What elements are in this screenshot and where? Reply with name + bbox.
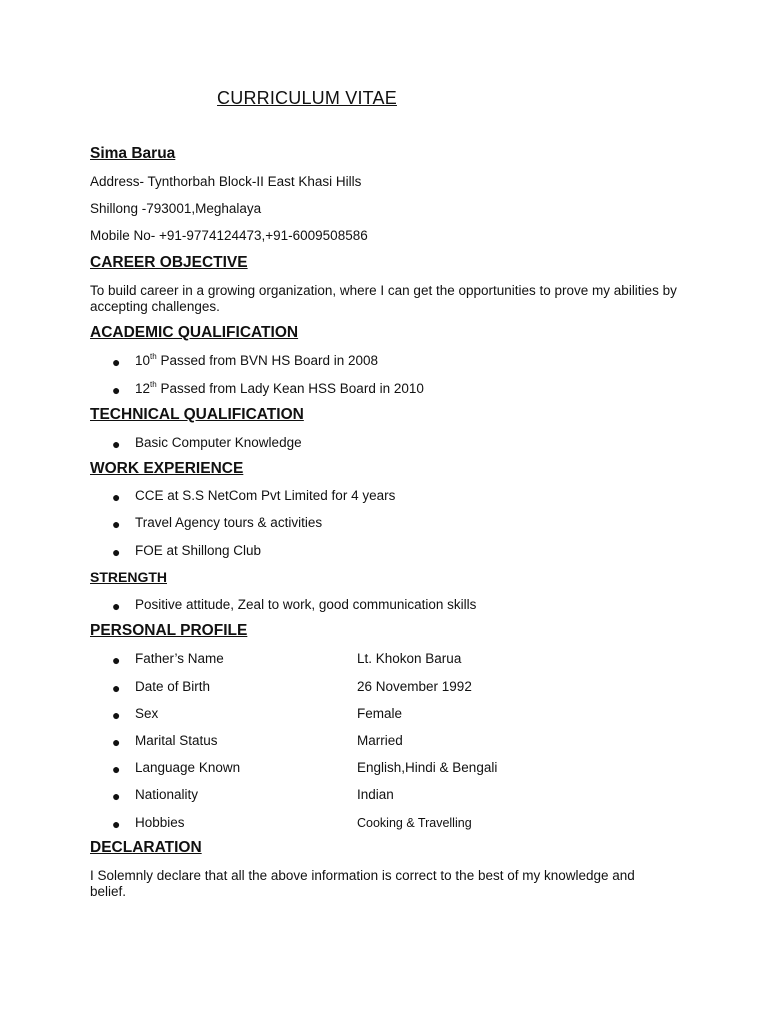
candidate-name: Sima Barua (90, 145, 176, 162)
profile-value: English,Hindi & Bengali (357, 760, 498, 775)
academic-item (135, 381, 424, 396)
address-line-2: Shillong -793001,Meghalaya (90, 201, 262, 216)
profile-label: Marital Status (135, 733, 218, 748)
bullet-icon: ● (112, 734, 121, 750)
personal-profile-heading: PERSONAL PROFILE (90, 622, 248, 639)
bullet-icon: ● (112, 680, 121, 696)
mobile-line: Mobile No- +91-9774124473,+91-6009508586 (90, 228, 368, 243)
work-item: FOE at Shillong Club (135, 543, 262, 558)
profile-value: Indian (357, 787, 394, 802)
academic-item (135, 353, 378, 368)
bullet-icon: ● (112, 382, 121, 398)
academic-item-sup: th (150, 352, 157, 361)
profile-value: Female (357, 706, 403, 721)
profile-label: Hobbies (135, 815, 185, 830)
profile-value: 26 November 1992 (357, 679, 472, 694)
bullet-icon: ● (112, 436, 121, 452)
academic-item-num: 10 (135, 353, 151, 368)
work-heading: WORK EXPERIENCE (90, 460, 244, 477)
resume-body (90, 0, 690, 1024)
profile-label: Father’s Name (135, 651, 224, 666)
profile-value: Married (357, 733, 403, 748)
career-objective-text: To build career in a growing organization, where I can get the opportunities to prove my abilities by accepting challenges. (90, 283, 677, 314)
bullet-icon: ● (112, 598, 121, 614)
academic-item-num: 12 (135, 381, 151, 396)
technical-item: Basic Computer Knowledge (135, 435, 302, 450)
bullet-icon: ● (112, 652, 121, 668)
academic-item-text: Passed from Lady Kean HSS Board in 2010 (156, 381, 424, 396)
declaration-heading: DECLARATION (90, 839, 202, 856)
bullet-icon: ● (112, 544, 121, 560)
bullet-icon: ● (112, 816, 121, 832)
bullet-icon: ● (112, 761, 121, 777)
document-title: CURRICULUM VITAE (217, 88, 397, 108)
bullet-icon: ● (112, 489, 121, 505)
strength-heading: STRENGTH (90, 569, 167, 585)
bullet-icon: ● (112, 516, 121, 532)
work-item: Travel Agency tours & activities (135, 515, 323, 530)
career-objective-heading: CAREER OBJECTIVE (90, 254, 248, 271)
bullet-icon: ● (112, 354, 121, 370)
profile-label: Sex (135, 706, 159, 721)
profile-value: Lt. Khokon Barua (357, 651, 462, 666)
strength-item: Positive attitude, Zeal to work, good communication skills (135, 597, 477, 612)
technical-heading: TECHNICAL QUALIFICATION (90, 406, 304, 423)
bullet-icon: ● (112, 707, 121, 723)
profile-label: Language Known (135, 760, 241, 775)
work-item: CCE at S.S NetCom Pvt Limited for 4 years (135, 488, 396, 503)
declaration-text: I Solemnly declare that all the above information is correct to the best of my knowledge and belief. (90, 868, 635, 899)
academic-item-text: Passed from BVN HS Board in 2008 (156, 353, 379, 368)
bullet-icon: ● (112, 788, 121, 804)
profile-label: Date of Birth (135, 679, 211, 694)
address-line-1: Address- Tynthorbah Block-II East Khasi Hills (90, 174, 362, 189)
profile-label: Nationality (135, 787, 199, 802)
academic-item-sup: th (150, 380, 157, 389)
profile-value: Cooking & Travelling (357, 816, 472, 830)
academic-heading: ACADEMIC QUALIFICATION (90, 324, 299, 341)
